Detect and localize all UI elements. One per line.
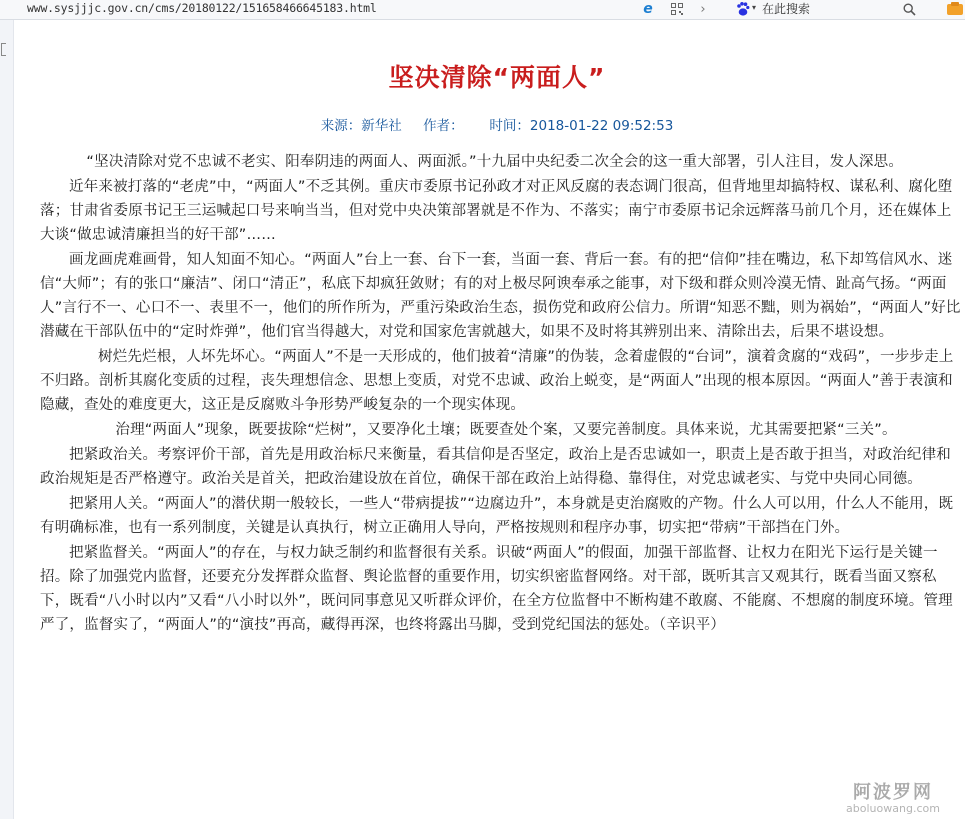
article-paragraph: 近年来被打落的“老虎”中，“两面人”不乏其例。重庆市委原书记孙政才对正风反腐的表态调门很高，但背地里却搞特权、谋私利、腐化堕落；甘肃省委原书记王三运喊起口号来响当当，但对党中央决策部署就是不作为、不落实；南宁市委原书记余远辉落马前几个月，还在媒体上大谈“做忠诚清廉担当的好干部”…… [40,179,953,243]
article-paragraph: 把紧用人关。“两面人”的潜伏期一般较长，一些人“带病提拔”“边腐边升”，本身就是吏治腐败的产物。什么人可以用，什么人不能用，既有明确标准，也有一系列制度，关键是认真执行，树立正确用人导向，严格按规则和程序办事，切实把“带病”干部挡在门外。 [40,496,954,536]
article-paragraph: “坚决清除对党不忠诚不老实、阳奉阴违的两面人、两面派。”十九届中央纪委二次全会的这一重大部署，引人注目，发人深思。 [86,154,904,170]
search-icon[interactable] [902,0,916,18]
qr-code-icon[interactable] [670,0,684,18]
article-paragraph: 把紧监督关。“两面人”的存在，与权力缺乏制约和监督很有关系。识破“两面人”的假面，加强干部监督、让权力在阳光下运行是关键一招。除了加强党内监督，还要充分发挥群众监督、舆论监督的重要作用，切实织密监督网络。对干部，既听其言又观其行，既看当面又察私下，既看“八小时以内”又看“八小时以外”，既问同事意见又听群众评价，在全方位监督中不断构建不敢腐、不能腐、不想腐的制度环境。管理严了，监督实了，“两面人”的“演技”再高，藏得再深，也终将露出马脚，受到党纪国法的惩处。（辛识平） [40,545,953,633]
article-paragraph: 把紧政治关。考察评价干部，首先是用政治标尺来衡量，看其信仰是否坚定，政治上是否忠诚如一，职责上是否敢于担当，对政治纪律和政治规矩是否严格遵守。政治关是首关，把政治建设放在首位，确保干部在政治上站得稳、靠得住，对党忠诚老实、与党中央同心同德。 [40,447,951,487]
baidu-paw-icon[interactable] [732,0,757,18]
article-meta: 来源：新华社 作者： 时间：2018-01-22 09:52:53 [320,118,674,134]
article-body [40,150,965,637]
chevron-down-icon[interactable]: ▾ [752,3,757,12]
url-text[interactable]: www.sysjjjc.gov.cn/cms/20180122/151658466645183.html [27,1,377,15]
article-paragraph: 画龙画虎难画骨，知人知面不知心。“两面人”台上一套、台下一套，当面一套、背后一套。有的把“信仰”挂在嘴边，私下却笃信风水、迷信“大师”；有的张口“廉洁”、闭口“清正”，私底下却疯狂敛财；有的对上极尽阿谀奉承之能事，对下级和群众则冷漠无情、趾高气扬。“两面人”言行不一、心口不一、表里不一，他们的所作所为，严重污染政治生态，损伤党和政府公信力。所谓“知恶不黜，则为祸始”，“两面人”好比潜藏在干部队伍中的“定时炸弹”，他们官当得越大，对党和国家危害就越大，如果不及时将其辨别出来、清除出去，后果不堪设想。 [40,252,961,340]
article-paragraph: 治理“两面人”现象，既要拔除“烂树”，又要净化土壤；既要查处个案，又要完善制度。具体来说，尤其需要把紧“三关”。 [115,422,897,438]
search-input[interactable]: 在此搜索 [762,2,811,16]
extension-icon[interactable] [944,0,965,18]
site-watermark [827,778,959,815]
browser-address-bar [0,0,965,20]
article-paragraph: 树烂先烂根，人坏先坏心。“两面人”不是一天形成的，他们披着“清廉”的伪装，念着虚假的“台词”，演着贪腐的“戏码”，一步步走上不归路。剖析其腐化变质的过程，丧失理想信念、思想上变质，对党不忠诚、政治上蜕变，是“两面人”出现的根本原因。“两面人”善于表演和隐藏，查处的难度更大，这正是反腐败斗争形势严峻复杂的一个现实体现。 [40,349,954,413]
collapse-handle-icon[interactable] [1,43,6,56]
chevron-right-icon[interactable]: › [700,1,706,17]
ie-compat-icon[interactable]: e [643,1,653,17]
page-left-strip [0,20,14,819]
article-title: 坚决清除“两面人” [388,63,606,92]
watermark-cn: 阿波罗网 [853,782,933,803]
watermark-en: aboluowang.com [846,802,940,815]
